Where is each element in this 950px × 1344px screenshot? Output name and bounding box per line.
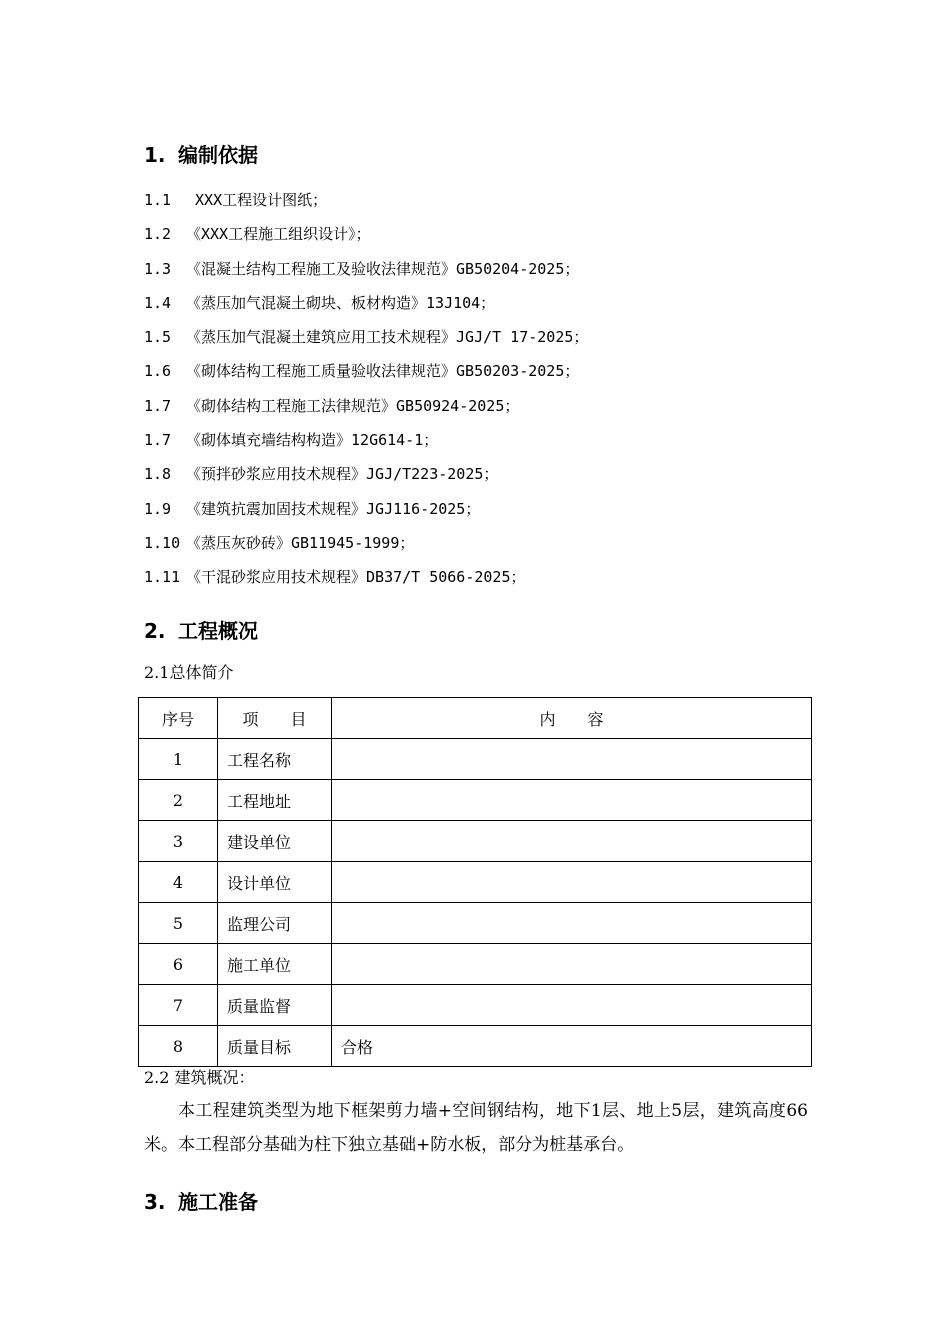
- cell-item: 质量目标: [218, 1026, 332, 1067]
- section-heading-preparation: [144, 1190, 258, 1214]
- list-item: [144, 495, 588, 529]
- item-text: 《蒸压灰砂砖》GB11945-1999；: [186, 533, 415, 552]
- item-number: 1.3: [144, 259, 172, 278]
- cell-content: [332, 862, 812, 903]
- section-number: 2.: [144, 619, 166, 643]
- item-text: 《蒸压加气混凝土砌块、板材构造》13J104；: [186, 293, 496, 312]
- item-text: 《砌体结构工程施工法律规范》GB50924-2025；: [186, 396, 520, 415]
- cell-item: 质量监督: [218, 985, 332, 1026]
- item-text: 《干混砂浆应用技术规程》DB37/T 5066-2025；: [186, 568, 526, 587]
- item-number: 1.6: [144, 362, 172, 381]
- cell-content: [332, 821, 812, 862]
- item-number: 1.1: [144, 191, 172, 209]
- cell-item: 设计单位: [218, 862, 332, 903]
- item-number: 1.5: [144, 328, 172, 347]
- table-row: [139, 780, 812, 821]
- cell-content: [332, 985, 812, 1026]
- item-number: 1.4: [144, 293, 172, 312]
- list-item: [144, 220, 588, 254]
- section-heading-overview: [144, 619, 258, 643]
- item-text: 《混凝土结构工程施工及验收法律规范》GB50204-2025；: [186, 259, 580, 278]
- table-row: [139, 1026, 812, 1067]
- cell-no: 8: [139, 1026, 218, 1067]
- section-number: 3.: [144, 1190, 166, 1214]
- cell-no: 7: [139, 985, 218, 1026]
- item-text: XXX工程设计图纸；: [186, 191, 328, 209]
- list-item: [144, 460, 588, 494]
- item-text: 《XXX工程施工组织设计》；: [186, 225, 371, 244]
- subsection-title-building: 2.2 建筑概况：: [144, 1068, 255, 1087]
- cell-content: [332, 780, 812, 821]
- cell-no: 1: [139, 739, 218, 780]
- cell-content: [332, 739, 812, 780]
- cell-content: 合格: [332, 1026, 812, 1067]
- item-text: 《砌体填充墙结构构造》12G614-1；: [186, 431, 439, 450]
- section-number: 1.: [144, 143, 166, 167]
- cell-content: [332, 903, 812, 944]
- list-item: [144, 186, 588, 220]
- table-row: [139, 985, 812, 1026]
- section-heading-basis: [144, 143, 258, 167]
- building-description: 本工程建筑类型为地下框架剪力墙+空间钢结构，地下1层、地上5层，建筑高度66米。本工程部分基础为柱下独立基础+防水板，部分为桩基承台。: [144, 1101, 808, 1155]
- list-item: [144, 426, 588, 460]
- table-row: [139, 944, 812, 985]
- item-number: 1.7: [144, 396, 172, 415]
- section-title: 编制依据: [178, 143, 258, 167]
- cell-item: 监理公司: [218, 903, 332, 944]
- section-title: 工程概况: [178, 619, 258, 643]
- item-number: 1.7: [144, 431, 172, 450]
- cell-item: 建设单位: [218, 821, 332, 862]
- item-text: 《蒸压加气混凝土建筑应用工技术规程》JGJ/T 17-2025；: [186, 328, 589, 347]
- list-item: [144, 563, 588, 597]
- table-row: [139, 821, 812, 862]
- item-number: 1.9: [144, 499, 172, 518]
- list-item: [144, 323, 588, 357]
- item-text: 《预拌砂浆应用技术规程》JGJ/T223-2025；: [186, 465, 499, 484]
- cell-content: [332, 944, 812, 985]
- list-item: [144, 529, 588, 563]
- table-row: [139, 739, 812, 780]
- item-number: 1.11: [144, 568, 181, 587]
- item-text: 《建筑抗震加固技术规程》JGJ116-2025；: [186, 499, 481, 518]
- item-number: 1.2: [144, 225, 172, 244]
- subsection-title-summary: 2.1总体简介: [144, 663, 234, 682]
- table-row: [139, 903, 812, 944]
- list-item: [144, 392, 588, 426]
- table-header-row: [139, 698, 812, 739]
- table-row: [139, 862, 812, 903]
- section-title: 施工准备: [178, 1190, 258, 1214]
- cell-no: 2: [139, 780, 218, 821]
- cell-no: 6: [139, 944, 218, 985]
- cell-item: 施工单位: [218, 944, 332, 985]
- header-item: 项 目: [218, 698, 332, 739]
- header-no: 序号: [139, 698, 218, 739]
- header-content: 内 容: [332, 698, 812, 739]
- overview-table: [138, 697, 812, 1067]
- list-item: [144, 289, 588, 323]
- item-number: 1.8: [144, 465, 172, 484]
- cell-item: 工程名称: [218, 739, 332, 780]
- reference-list: [144, 186, 588, 598]
- list-item: [144, 255, 588, 289]
- item-number: 1.10: [144, 533, 181, 552]
- cell-no: 3: [139, 821, 218, 862]
- cell-no: 5: [139, 903, 218, 944]
- cell-no: 4: [139, 862, 218, 903]
- cell-item: 工程地址: [218, 780, 332, 821]
- item-text: 《砌体结构工程施工质量验收法律规范》GB50203-2025；: [186, 362, 580, 381]
- list-item: [144, 357, 588, 391]
